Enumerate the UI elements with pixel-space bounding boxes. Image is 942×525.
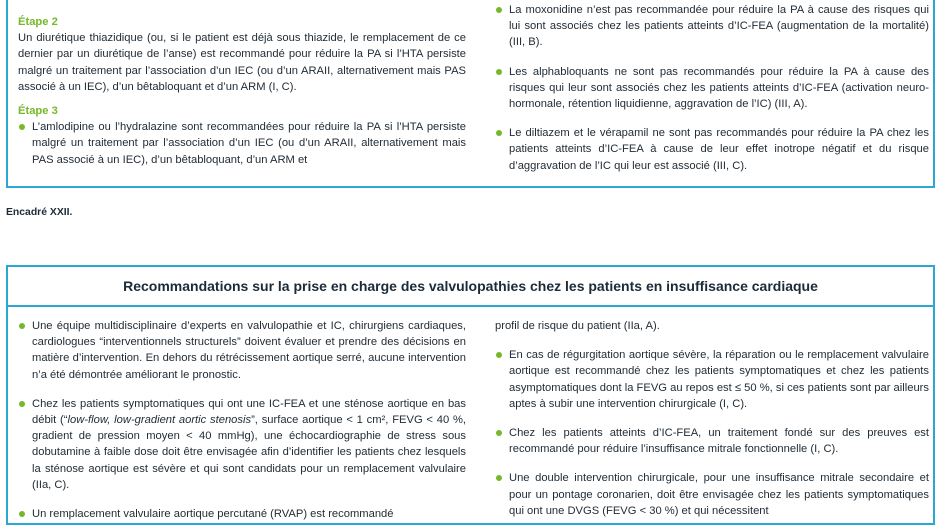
- box-left-column: [18, 14, 466, 168]
- bullet-dot-icon: [496, 430, 502, 436]
- list-item-text: Les alphabloquants ne sont pas recommandés pour réduire la PA à cause des risques qui leur sont associés chez les patients atteints d’IC-FEA (activation neuro-hormonale, rétention liquidienne, aggravation de l’IC) (III, A).: [509, 65, 929, 111]
- bullet-dot-icon: [19, 124, 25, 130]
- list-item: [495, 347, 929, 412]
- list-item-text: Une équipe multidisciplinaire d’experts en valvulopathie et IC, chirurgiens cardiaques, cardiologues “interventionnels structurels” doivent évaluer et prendre des décisions en matière d’intervention. En dehors du rétrécissement aortique serré, aucune intervention n’a été démontrée améliorant le pronostic.: [32, 320, 466, 381]
- bullet-dot-icon: [19, 401, 25, 407]
- step-3-heading: Étape 3: [18, 105, 58, 118]
- bullet-dot-icon: [496, 475, 502, 481]
- list-item: [495, 2, 929, 51]
- step-2-heading: Étape 2: [18, 16, 58, 28]
- bullet-dot-icon: [496, 130, 502, 136]
- list-item: [18, 119, 466, 168]
- list-item-text: Une double intervention chirurgicale, pour une insuffisance mitrale secondaire et pour un pontage coronarien, doit être envisagée chez les patients symptomatiques qui ont une DVGS (FEVG < 30 %) et qui nécessitent: [509, 472, 929, 517]
- list-item-text: Un remplacement valvulaire aortique percutané (RVAP) est recommandé: [32, 508, 394, 521]
- list-item: [495, 425, 929, 457]
- box-left-column: [18, 318, 466, 522]
- list-item: [18, 506, 466, 522]
- box-right-column: [495, 318, 929, 519]
- list-item-text: Chez les patients atteints d’IC-FEA, un traitement fondé sur des preuves est recommandé pour réduire l’insuffisance mitrale fonctionnelle (I, C).: [509, 427, 929, 456]
- bullet-dot-icon: [19, 511, 25, 517]
- box-right-column: [495, 2, 929, 174]
- list-item: [495, 125, 929, 174]
- text-fragment: ”, surface aortique < 1 cm², FEVG < 40 %, gradient de pression moyen < 40 mmHg), une échocardiographie de stress sous dobutamine à faible dose doit être envisagée afin d’identifier les patients chez lesquels la sténose aortique est sévère et qui sont candidats pour un remplacement valvulaire (IIa, C).: [32, 414, 467, 491]
- box-caption: Encadré XXII.: [6, 207, 73, 218]
- box-title: Recommandations sur la prise en charge des valvulopathies chez les patients en insuffisance cardiaque: [8, 267, 933, 307]
- bullet-dot-icon: [496, 352, 502, 358]
- list-item: [495, 64, 929, 113]
- recommendation-box-valvulopathies: [6, 265, 935, 525]
- continuation-text: profil de risque du patient (IIa, A).: [495, 320, 660, 332]
- italic-term: low-flow, low-gradient aortic stenosis: [67, 414, 252, 427]
- list-item: [495, 470, 929, 519]
- list-item-text: [32, 398, 466, 491]
- bullet-dot-icon: [19, 323, 25, 329]
- list-item-text: En cas de régurgitation aortique sévère, la réparation ou le remplacement valvulaire aortique est recommandé chez les patients symptomatiques et chez les patients asymptomatiques dont la FEVG au repos est ≤ 50 %, si ces patients sont par ailleurs aptes à subir une intervention chirurgicale (I, C).: [509, 349, 929, 410]
- list-item-text: L’amlodipine ou l’hydralazine sont recommandées pour réduire la PA si l’HTA persiste malgré un traitement par l’association d’un IEC (ou d’un ARAII, alternativement mais PAS associé à un IEC), d’un bêtabloquant, d’un ARM et: [32, 121, 466, 166]
- recommendation-box-hypertension: [6, 0, 935, 188]
- bullet-dot-icon: [496, 69, 502, 75]
- step-2-text: Un diurétique thiazidique (ou, si le patient est déjà sous thiazide, le remplacement de ce dernier par un diurétique de l’anse) est recommandé pour réduire la PA si l’HTA persiste malgré un traitement par l’association d’un IEC (ou d’un ARAII, alternativement mais PAS associé à un IEC), d’un bêtabloquant et d’un ARM (I, C).: [18, 32, 466, 93]
- bullet-dot-icon: [496, 7, 502, 13]
- list-item: [18, 318, 466, 383]
- list-item: [18, 396, 466, 493]
- text-fragment: Chez les patients symptomatiques qui ont une IC-FEA et une sténose aortique en bas débit (“: [32, 397, 466, 427]
- list-item-text: La moxonidine n’est pas recommandée pour réduire la PA à cause des risques qui lui sont associés chez les patients atteints d’IC-FEA (augmentation de la mortalité) (III, B).: [509, 4, 929, 49]
- list-item-text: Le diltiazem et le vérapamil ne sont pas recommandés pour réduire la PA chez les patients atteints d’IC-FEA à cause de leur effet inotrope négatif et du risque d’aggravation de l’IC qui leur est associé (III, C).: [509, 127, 929, 172]
